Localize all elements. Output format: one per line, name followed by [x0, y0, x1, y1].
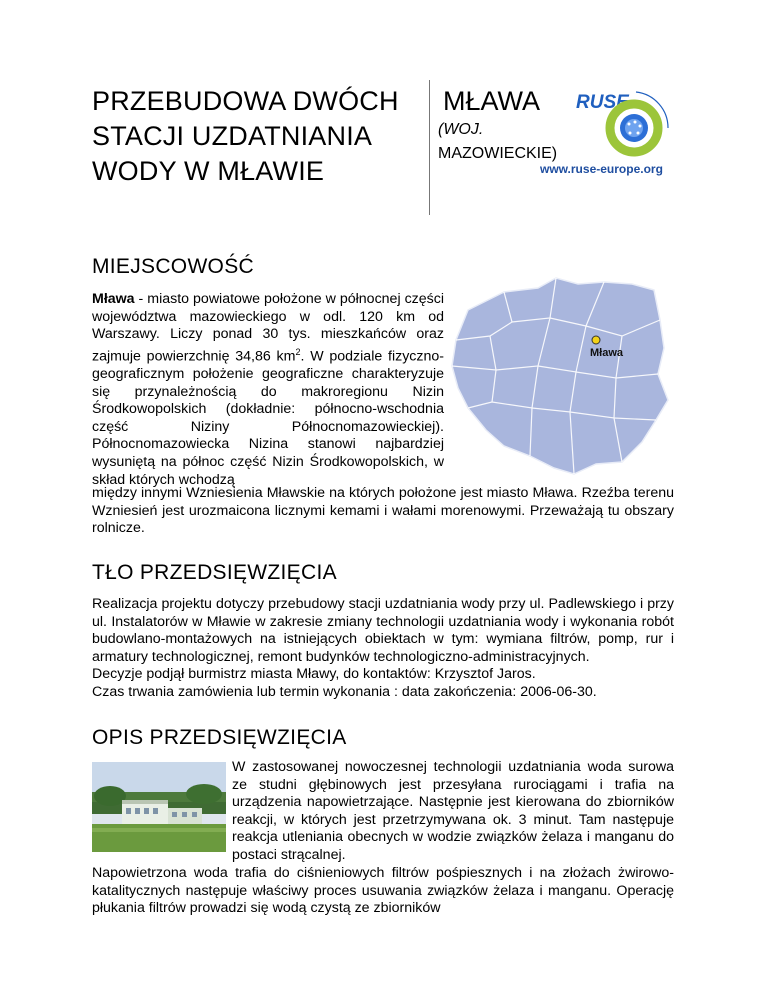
miejscowosc-text-2: . W podziale fizyczno-geograficznym położenie geograficzne charakteryzuje się przynależnością do makroregionu Nizin Środkowopolskich (dokładnie: północno-wschodnia część Niziny Północnomazowieckiej). Północnomazowiecka Nizina stanowi najbardziej wysuniętą na północ część Nizin Środkowopolskich, w skład których wchodzą	[92, 348, 444, 488]
opis-text-full	[92, 865, 674, 918]
tlo-text	[92, 596, 674, 702]
tlo-duration-line: Czas trwania zamówienia lub termin wykonania : data zakończenia: 2006-06-30.	[92, 683, 597, 700]
water-station-photo	[92, 762, 226, 852]
opis-paragraph-side: W zastosowanej nowoczesnej technologii uzdatniania woda surowa ze studni głębinowych jest przesyłana rurociągami i trafia na urządzenia napowietrzające. Następnie jest kierowana do zbiorników reakcji, w których jest przetrzymywana ok. 3 minut. Tam następuje reakcja utleniania obecnych w wodzie związków żelaza i manganu do postaci strącalnej.	[232, 759, 674, 863]
opis-text-side	[232, 759, 674, 865]
miejscowosc-text-column	[92, 291, 444, 489]
miejscowosc-text-1: - miasto powiatowe położone w północnej części województwa mazowieckiego w odl. 120 km od Warszawy. Liczy ponad 30 tys. mieszkańców oraz zajmuje powierzchnię 34,86 km	[92, 291, 444, 365]
title-line-1: PRZEBUDOWA DWÓCH	[92, 86, 399, 116]
miejscowosc-paragraph-2: między innymi Wzniesienia Mławskie na których położone jest miasto Mława. Rzeźba terenu Wzniesień jest urozmaicona licznymi kemami i wałami morenowymi. Przeważają tu obszary rolnicze.	[92, 485, 674, 537]
poland-map	[446, 270, 672, 482]
miejscowosc-paragraph	[92, 291, 444, 489]
heading-miejscowosc: MIEJSCOWOŚĆ	[92, 255, 254, 278]
ruse-logo	[574, 84, 670, 170]
logo-text: RUSE	[576, 92, 629, 113]
document-title	[92, 84, 422, 189]
opis-paragraph-full: Napowietrzona woda trafia do ciśnieniowych filtrów pośpiesznych i na złożach żwirowo-katalitycznych następuje właściwy proces usuwania związków żelaza i manganu. Operację płukania filtrów prowadzi się wodą czystą ze zbiorników	[92, 865, 674, 917]
miejscowosc-text-full	[92, 485, 674, 538]
region-line-2: MAZOWIECKIE)	[438, 145, 558, 162]
region-label	[438, 118, 578, 166]
region-line-1: (WOJ.	[438, 121, 484, 138]
city-name: MŁAWA	[443, 86, 541, 116]
heading-tlo: TŁO PRZEDSIĘWZIĘCIA	[92, 561, 337, 584]
header-divider	[429, 80, 430, 215]
title-line-3: WODY W MŁAWIE	[92, 156, 325, 186]
lead-city: Mława	[92, 291, 135, 307]
heading-opis: OPIS PRZEDSIĘWZIĘCIA	[92, 726, 347, 749]
tlo-decision-line: Decyzje podjął burmistrz miasta Mławy, do kontaktów: Krzysztof Jaros.	[92, 666, 536, 683]
title-line-2: STACJI UZDATNIANIA	[92, 121, 373, 151]
website-url[interactable]: www.ruse-europe.org	[540, 162, 663, 176]
city-marker-icon	[592, 336, 600, 344]
tlo-paragraph: Realizacja projektu dotyczy przebudowy stacji uzdatniania wody przy ul. Padlewskiego i przy ul. Instalatorów w Mławie w zakresie zmiany technologii uzdatniania wody i wykonania robót budowlano-montażowych na istniejących obiektach w tym: wymiana filtrów, pomp, rur i armatury technologicznej, remont budynków technologiczno-administracyjnych.	[92, 596, 674, 665]
superscript: 2	[295, 346, 301, 357]
map-marker-label: Mława	[590, 347, 624, 359]
